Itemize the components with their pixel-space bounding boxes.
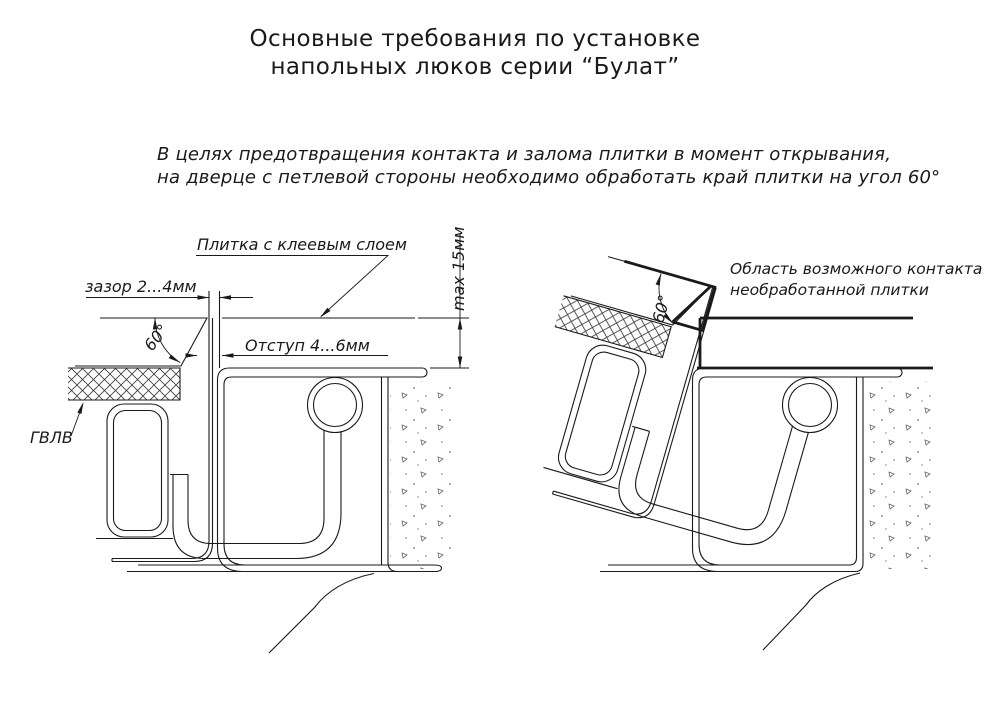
leader-tile — [196, 235, 407, 318]
concrete-hatch — [390, 381, 453, 569]
concrete-hatch — [864, 381, 934, 569]
dim-max-height — [418, 227, 469, 368]
dim-angle-open — [649, 274, 675, 326]
offset-label: Отступ 4...6мм — [245, 336, 370, 355]
note-block — [157, 144, 940, 188]
closed-position-view — [30, 227, 469, 653]
gvl-label: ГВЛВ — [30, 428, 73, 447]
angle-label-open: 60° — [648, 292, 675, 326]
contact-label-line2: необработанной плитки — [730, 281, 929, 299]
max-height-label: max 15мм — [449, 226, 468, 311]
tile-adhesive-label: Плитка с клеевым слоем — [197, 235, 407, 254]
title-line2: напольных люков серии “Булат” — [270, 54, 680, 80]
break-line — [763, 573, 860, 650]
note-line1: В целях предотвращения контакта и залома плитки в момент открывания, — [157, 144, 892, 165]
title-line1: Основные требования по установке — [249, 26, 701, 52]
break-line — [269, 574, 374, 654]
contact-area-label — [730, 260, 982, 299]
open-position-view — [510, 248, 982, 650]
contact-label-line1: Область возможного контакта — [730, 260, 983, 278]
fixed-tile-bold — [697, 318, 933, 368]
gap-label: зазор 2...4мм — [85, 277, 197, 296]
note-line2: на дверце с петлевой стороны необходимо обработать край плитки на угол 60° — [157, 167, 941, 188]
leader-gvl — [30, 402, 84, 447]
dim-offset — [186, 336, 389, 358]
angle-label-closed: 60° — [140, 320, 173, 355]
title-block — [250, 26, 701, 80]
dim-gap — [85, 277, 253, 300]
dim-angle-closed — [140, 318, 180, 363]
